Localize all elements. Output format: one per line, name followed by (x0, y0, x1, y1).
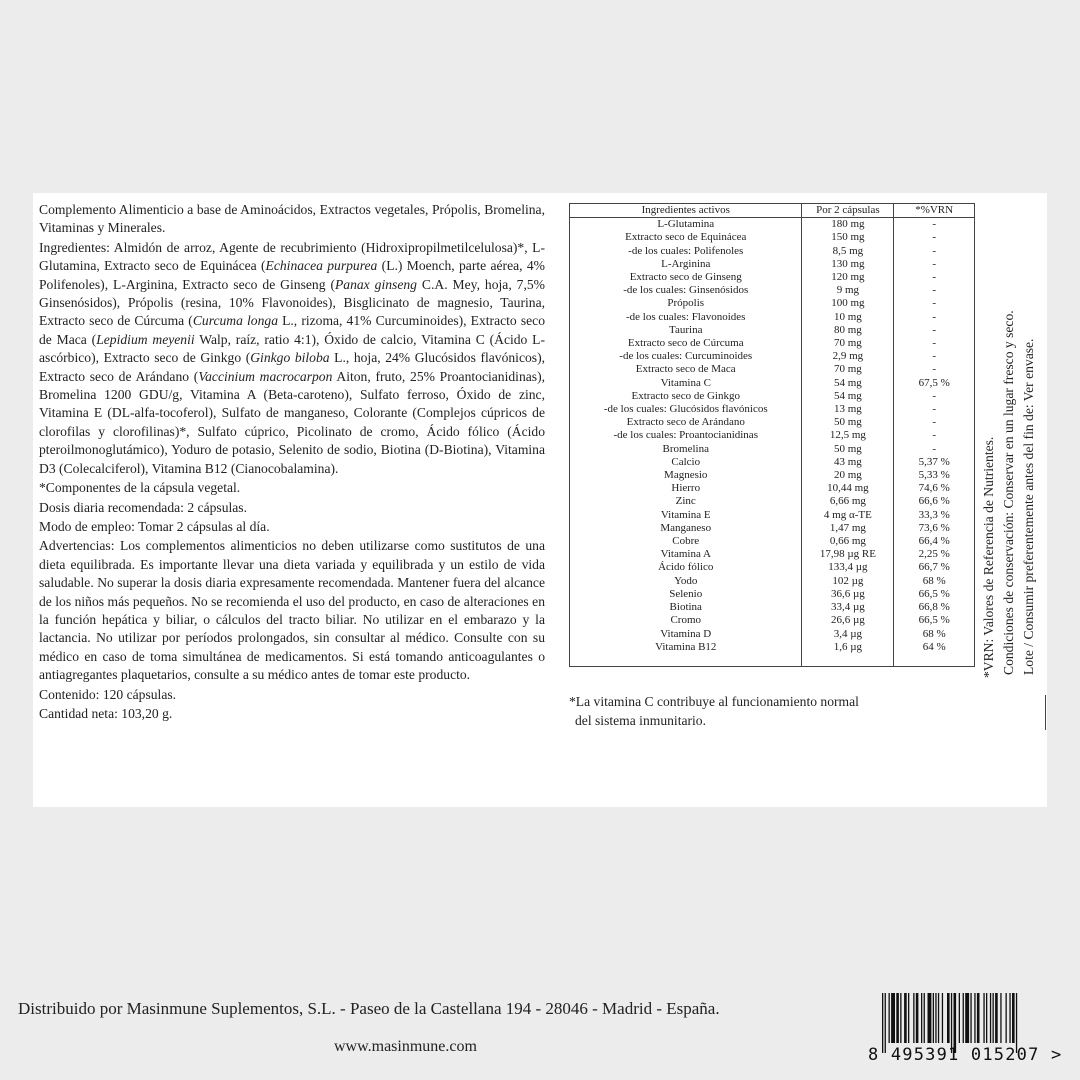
amount-cell: 70 mg (802, 337, 894, 350)
table-row (570, 535, 975, 548)
ingredient-cell: Vitamina E (570, 509, 802, 522)
ingredient-cell: -de los cuales: Glucósidos flavónicos (570, 403, 802, 416)
barcode-bar (933, 993, 934, 1043)
vrn-cell: 66,6 % (894, 495, 975, 508)
table-header-row (570, 204, 975, 218)
barcode-bar (1009, 993, 1010, 1043)
table-row (570, 324, 975, 337)
table-row (570, 429, 975, 442)
table-row (570, 628, 975, 641)
table-row (570, 311, 975, 324)
vrn-cell: - (894, 271, 975, 284)
ingredient-cell: Extracto seco de Arándano (570, 416, 802, 429)
ingredient-cell: Manganeso (570, 522, 802, 535)
vrn-cell: - (894, 337, 975, 350)
product-description: Complemento Alimenticio a base de Aminoácidos, Extractos vegetales, Própolis, Bromelina, Vitaminas y Minerales. (39, 202, 545, 236)
amount-cell: 130 mg (802, 258, 894, 271)
vrn-cell: 5,33 % (894, 469, 975, 482)
barcode-bar (990, 993, 991, 1043)
vrn-cell: 74,6 % (894, 482, 975, 495)
barcode-bar (983, 993, 984, 1043)
amount-cell: 36,6 µg (802, 588, 894, 601)
vrn-cell: 66,5 % (894, 614, 975, 627)
amount-cell: 150 mg (802, 231, 894, 244)
header-ingredient: Ingredientes activos (570, 204, 802, 218)
vrn-cell: - (894, 390, 975, 403)
barcode-bar (995, 993, 998, 1043)
divider-line (1045, 695, 1046, 730)
ingredient-cell: -de los cuales: Flavonoides (570, 311, 802, 324)
ingredient-cell: Extracto seco de Ginkgo (570, 390, 802, 403)
amount-cell: 8,5 mg (802, 245, 894, 258)
table-row (570, 495, 975, 508)
table-row (570, 575, 975, 588)
distributor-info: Distribuido por Masinmune Suplementos, S.L. - Paseo de la Castellana 194 - 28046 - Madrid - España. (18, 999, 720, 1018)
barcode-bar (965, 993, 969, 1043)
barcode-bar (885, 993, 886, 1053)
barcode-bar (928, 993, 932, 1043)
table-row (570, 245, 975, 258)
table-row (570, 509, 975, 522)
usage-instructions: Modo de empleo: Tomar 2 cápsulas al día. (39, 518, 270, 534)
barcode-bar (891, 993, 895, 1043)
table-row (570, 403, 975, 416)
vrn-cell: - (894, 245, 975, 258)
warnings: Advertencias: Los complementos alimenticios no deben utilizarse como sustitutos de una dieta equilibrada. Es importante llevar una dieta variada y equilibrada y un estilo de vida saludable. No superar la dosis diaria expresamente recomendada. Mantener fuera del alcance de los niños más pequeños. No se recomienda el uso del producto, en caso de alteraciones en la función hepática y biliar, o cálculos del tracto biliar. No utilizar en el embarazo y la lactancia. No utilizar por períodos prolongados, sin consultar al médico. Consulte con su médico en caso de toma simultánea de medicamentos. Si está tomando anticoagulantes o antiagregantes plaquetarios, consulte a su médico antes de tomar este producto. (39, 538, 545, 683)
amount-cell: 100 mg (802, 297, 894, 310)
ingredient-cell: Própolis (570, 297, 802, 310)
amount-cell: 50 mg (802, 443, 894, 456)
ingredient-cell: Biotina (570, 601, 802, 614)
vrn-note: *VRN: Valores de Referencia de Nutrientes. (981, 436, 996, 678)
ingredient-cell: Calcio (570, 456, 802, 469)
amount-cell: 50 mg (802, 416, 894, 429)
barcode-number: 8 495391 015207 > (868, 1045, 1063, 1065)
amount-cell: 70 mg (802, 363, 894, 376)
vrn-cell: 64 % (894, 641, 975, 667)
ingredient-cell: Vitamina C (570, 377, 802, 390)
vrn-cell: - (894, 350, 975, 363)
vrn-cell: 5,37 % (894, 456, 975, 469)
table-row (570, 614, 975, 627)
ingredient-cell: Taurina (570, 324, 802, 337)
barcode-bar (896, 993, 899, 1043)
barcode-bar (942, 993, 943, 1043)
amount-cell: 80 mg (802, 324, 894, 337)
barcode-bar (1012, 993, 1015, 1043)
ingredient-cell: Vitamina A (570, 548, 802, 561)
barcode-bar (970, 993, 971, 1043)
table-row (570, 218, 975, 232)
table-row (570, 231, 975, 244)
header-vrn: *%VRN (894, 204, 975, 218)
ingredient-cell: Extracto seco de Equinácea (570, 231, 802, 244)
amount-cell: 12,5 mg (802, 429, 894, 442)
amount-cell: 10 mg (802, 311, 894, 324)
ingredient-cell: Vitamina B12 (570, 641, 802, 667)
vrn-cell: - (894, 297, 975, 310)
vrn-cell: 66,5 % (894, 588, 975, 601)
product-label-panel (33, 193, 1047, 807)
table-row (570, 350, 975, 363)
label-text-column (39, 201, 545, 724)
ingredient-cell: Extracto seco de Ginseng (570, 271, 802, 284)
ingredient-cell: L-Arginina (570, 258, 802, 271)
barcode-bar (889, 993, 890, 1043)
vrn-cell: 68 % (894, 628, 975, 641)
vrn-cell: - (894, 231, 975, 244)
table-row (570, 522, 975, 535)
barcode-bar (904, 993, 907, 1043)
net-quantity: Cantidad neta: 103,20 g. (39, 705, 173, 721)
table-row (570, 456, 975, 469)
ingredient-cell: Cromo (570, 614, 802, 627)
barcode-bar (924, 993, 925, 1043)
amount-cell: 26,6 µg (802, 614, 894, 627)
table-row (570, 271, 975, 284)
barcode-bar (1016, 993, 1017, 1053)
vrn-cell: - (894, 324, 975, 337)
ingredient-cell: Magnesio (570, 469, 802, 482)
amount-cell: 17,98 µg RE (802, 548, 894, 561)
vrn-cell: 2,25 % (894, 548, 975, 561)
ingredient-cell: Extracto seco de Cúrcuma (570, 337, 802, 350)
table-row (570, 363, 975, 376)
barcode-bar (900, 993, 901, 1043)
ingredients-list: Ingredientes: Almidón de arroz, Agente de recubrimiento (Hidroxipropilmetilcelulosa)*, L-Glutamina, Extracto seco de Equinácea (Echinacea purpurea (L.) Moench, parte aérea, 4% Polifenoles), L-Arginina, Extracto seco de Ginseng (Panax ginseng C.A. Mey, hoja, 7,5% Ginsenósidos), Própolis (resina, 10% Flavonoides), Bisglicinato de magnesio, Taurina, Extracto seco de Cúrcuma (Curcuma longa L., rizoma, 41% Curcuminoides), Extracto seco de Maca (Lepidium meyenii Walp, raíz, ratio 4:1), Óxido de calcio, Vitamina C (Ácido L-ascórbico), Extracto seco de Ginkgo (Ginkgo biloba L., hoja, 24% Glucósidos flavónicos), Extracto seco de Arándano (Vaccinium macrocarpon Aiton, fruto, 25% Proantocianidinas), Bromelina 1200 GDU/g, Vitamina A (Beta-caroteno), Sulfato ferroso, Óxido de zinc, Vitamina E (DL-alfa-tocoferol), Sulfato de manganeso, Colorante (Complejos cúpricos de clorofilas y clorofilinas)*, Sulfato cúprico, Picolinato de cromo, Ácido fólico (Ácido pteroilmonoglutámico), Yoduro de potasio, Selenito de sodio, Biotina (D-Biotina), Vitamina D3 (Colecalciferol), Vitamina B12 (Cianocobalamina). (39, 239, 546, 476)
table-row (570, 284, 975, 297)
barcode-bar (938, 993, 939, 1043)
ingredient-cell: -de los cuales: Ginsenósidos (570, 284, 802, 297)
vitamin-c-claim: *La vitamina C contribuye al funcionamiento normal del sistema inmunitario. (569, 694, 859, 728)
amount-cell: 120 mg (802, 271, 894, 284)
storage-conditions: Condiciones de conservación: Conservar en un lugar fresco y seco. (1001, 310, 1016, 675)
barcode-bar (959, 993, 960, 1043)
barcode-bar (954, 993, 957, 1053)
table-row (570, 297, 975, 310)
barcode-bar (935, 993, 936, 1043)
amount-cell: 4 mg α-TE (802, 509, 894, 522)
amount-cell: 1,47 mg (802, 522, 894, 535)
barcode-bar (921, 993, 922, 1043)
website-link[interactable]: www.masinmune.com (334, 1038, 477, 1055)
amount-cell: 6,66 mg (802, 495, 894, 508)
amount-cell: 54 mg (802, 377, 894, 390)
vrn-cell: - (894, 284, 975, 297)
vrn-cell: 73,6 % (894, 522, 975, 535)
ingredient-cell: Yodo (570, 575, 802, 588)
recommended-dose: Dosis diaria recomendada: 2 cápsulas. (39, 499, 247, 515)
table-row (570, 482, 975, 495)
table-row (570, 469, 975, 482)
vrn-cell: - (894, 403, 975, 416)
table-row (570, 377, 975, 390)
vrn-cell: 33,3 % (894, 509, 975, 522)
ingredient-cell: Vitamina D (570, 628, 802, 641)
amount-cell: 1,6 µg (802, 641, 894, 667)
amount-cell: 102 µg (802, 575, 894, 588)
table-row (570, 588, 975, 601)
barcode-bar (1000, 993, 1001, 1043)
ingredient-cell: -de los cuales: Polifenoles (570, 245, 802, 258)
table-row (570, 548, 975, 561)
header-amount: Por 2 cápsulas (802, 204, 894, 218)
ingredient-cell: Zinc (570, 495, 802, 508)
vrn-cell: 66,8 % (894, 601, 975, 614)
barcode-bar (993, 993, 994, 1043)
amount-cell: 43 mg (802, 456, 894, 469)
amount-cell: 13 mg (802, 403, 894, 416)
amount-cell: 0,66 mg (802, 535, 894, 548)
vrn-cell: - (894, 416, 975, 429)
barcode-bar (951, 993, 952, 1053)
nutrition-table-body (570, 218, 975, 667)
ingredient-cell: Extracto seco de Maca (570, 363, 802, 376)
amount-cell: 2,9 mg (802, 350, 894, 363)
amount-cell: 9 mg (802, 284, 894, 297)
vrn-cell: 66,4 % (894, 535, 975, 548)
vrn-cell: - (894, 443, 975, 456)
table-row (570, 258, 975, 271)
amount-cell: 20 mg (802, 469, 894, 482)
ingredient-cell: Hierro (570, 482, 802, 495)
barcode-bar (908, 993, 909, 1043)
barcode-bar (916, 993, 919, 1043)
vrn-cell: 67,5 % (894, 377, 975, 390)
table-row (570, 561, 975, 574)
amount-cell: 180 mg (802, 218, 894, 232)
ingredient-cell: Bromelina (570, 443, 802, 456)
amount-cell: 33,4 µg (802, 601, 894, 614)
ingredient-cell: L-Glutamina (570, 218, 802, 232)
vrn-cell: - (894, 311, 975, 324)
table-row (570, 390, 975, 403)
barcode-bar (1006, 993, 1007, 1043)
table-row (570, 443, 975, 456)
barcode-bar (913, 993, 914, 1043)
vrn-cell: 66,7 % (894, 561, 975, 574)
ingredient-cell: Selenio (570, 588, 802, 601)
vrn-cell: - (894, 429, 975, 442)
ingredient-cell: -de los cuales: Curcuminoides (570, 350, 802, 363)
capsule-components-note: *Componentes de la cápsula vegetal. (39, 480, 241, 496)
table-row (570, 641, 975, 667)
table-row (570, 416, 975, 429)
table-row (570, 601, 975, 614)
barcode-bar (963, 993, 964, 1043)
ingredient-cell: Cobre (570, 535, 802, 548)
amount-cell: 10,44 mg (802, 482, 894, 495)
barcode-bar (974, 993, 975, 1043)
table-row (570, 337, 975, 350)
nutrition-table (569, 203, 975, 667)
vrn-cell: - (894, 363, 975, 376)
vrn-cell: - (894, 258, 975, 271)
barcode-bar (977, 993, 980, 1043)
barcode-bar (986, 993, 987, 1043)
barcode-bar (947, 993, 950, 1043)
amount-cell: 54 mg (802, 390, 894, 403)
barcode-bar (882, 993, 883, 1053)
vrn-cell: - (894, 218, 975, 232)
amount-cell: 133,4 µg (802, 561, 894, 574)
amount-cell: 3,4 µg (802, 628, 894, 641)
vrn-cell: 68 % (894, 575, 975, 588)
ingredient-cell: Ácido fólico (570, 561, 802, 574)
lot-best-before: Lote / Consumir preferentemente antes del fin de: Ver envase. (1021, 338, 1036, 675)
contents: Contenido: 120 cápsulas. (39, 686, 177, 702)
ingredient-cell: -de los cuales: Proantocianidinas (570, 429, 802, 442)
